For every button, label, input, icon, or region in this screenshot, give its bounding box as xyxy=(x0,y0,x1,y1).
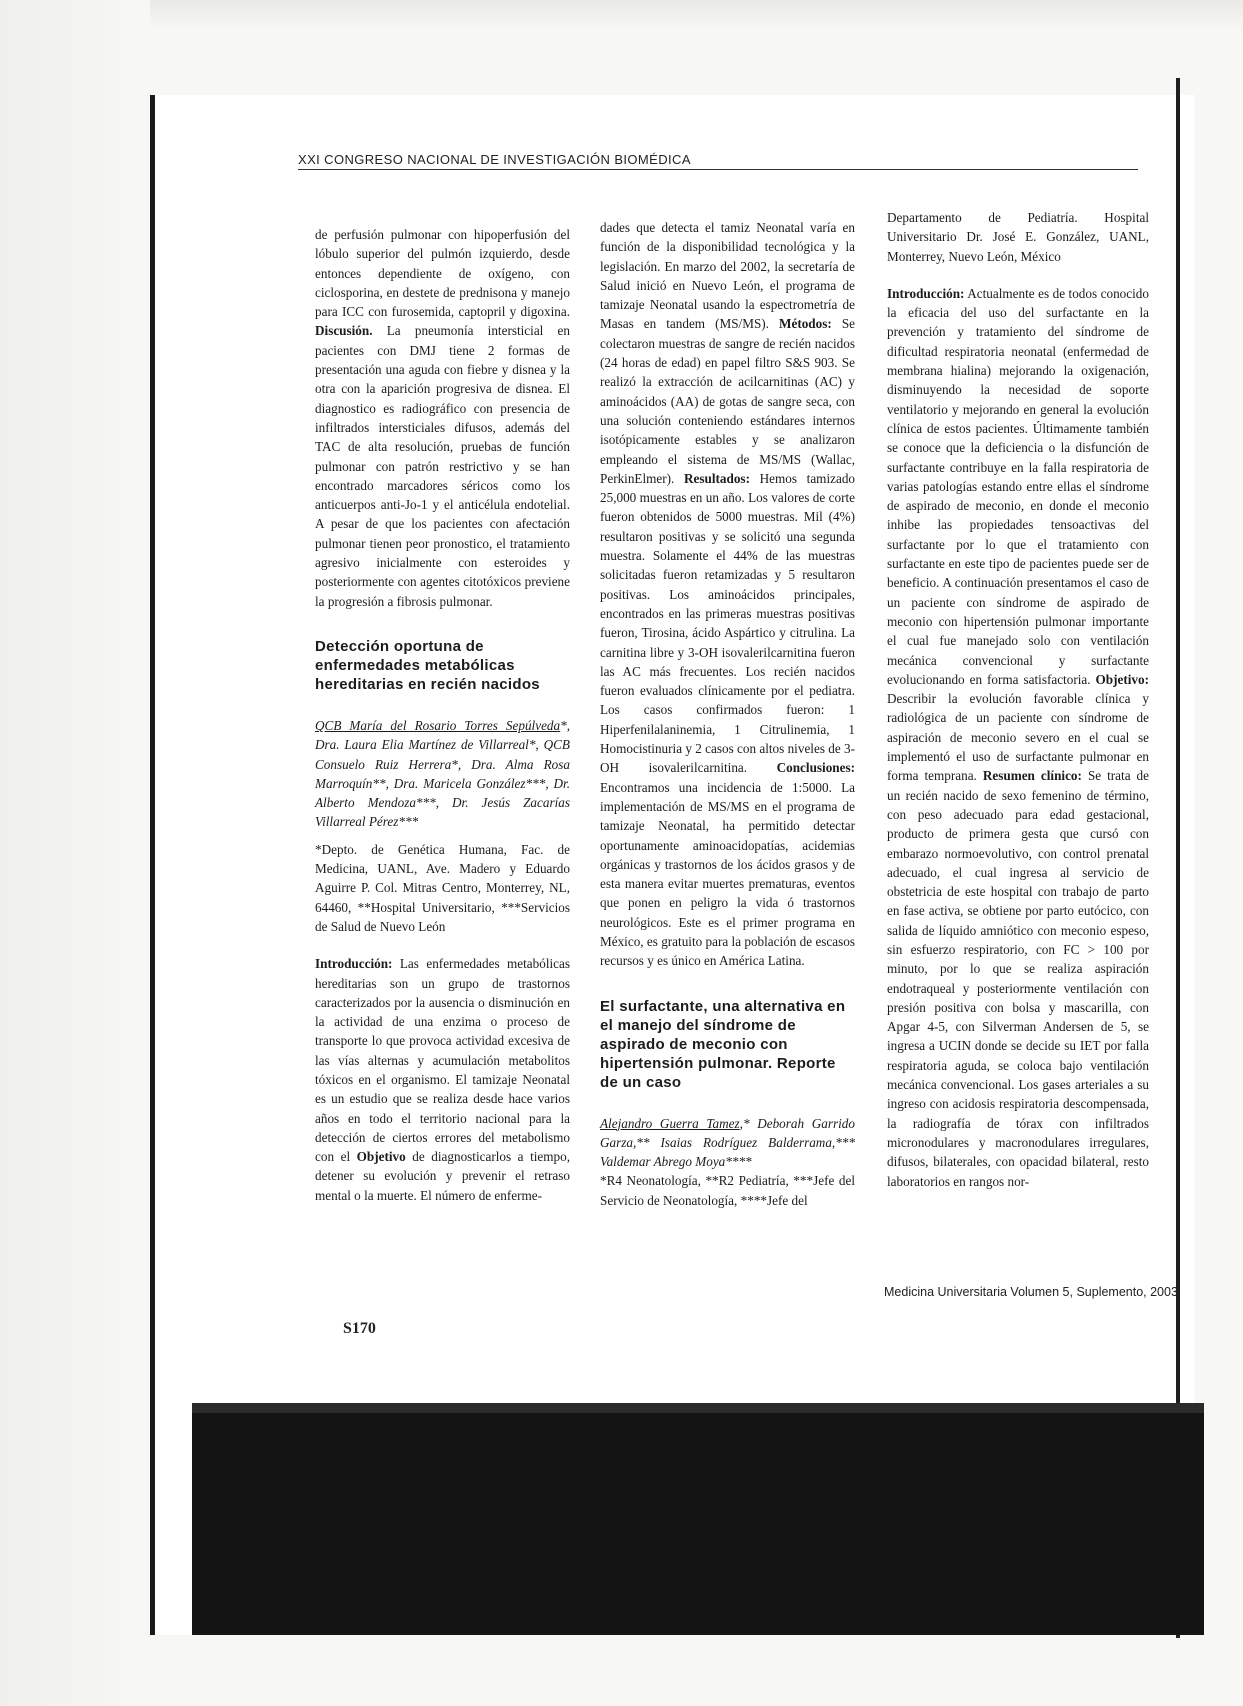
intro-text: Actualmente es de todos conocido la eficacia del uso del surfactante en la prevención y tratamiento del síndrome de dificultad respiratoria neonatal (enfermedad de membrana hialina) mejorando la oxigenación, disminuyendo la necesidad de soporte ventilatorio y mejorando en general la evolución clínica de estos pacientes. Últimamente también se conoce que la deficiencia o la disfunción de surfactante contribuye en la falla respiratoria de varias patologías estando entre ellas el síndrome de aspirado de meconio, en donde el meconio inhibe las propiedades tensoactivas del surfactante por lo que el tratamiento con surfactante en este tipo de pacientes puede ser de beneficio. A continuación presentamos el caso de un paciente con síndrome de aspirado de meconio con hipertensión pulmonar importante el cual fue manejado solo con ventilación mecánica convencional y surfactante evolucionando en forma satisfactoria. xyxy=(887,285,1149,687)
resultados-text: Hemos tamizado 25,000 muestras en un año. Los valores de corte fueron obtenidos de 5000 muestras. Mil (4%) resultaron positivas y se solicitó una segunda muestra. Solamente el 44% de las muestras solicitadas fueron retamizadas y 5 resultaron positivas. Los aminoácidos principales, encontrados en las primeras muestras positivas fueron, Tirosina, ácido Aspártico y citrulina. La carnitina libre y 3-OH isovalerilcarnitina fueron las AC más frecuentes. Los recién nacidos fueron evaluados clínicamente por el pediatra. Los casos confirmados fueron: 1 Hiperfenilalaninemia, 1 Citrulinemia, 1 Homocistinuria y 2 casos con altos niveles de 3-OH isovalerilcarnitina. xyxy=(600,470,856,776)
spacer xyxy=(887,266,1149,284)
metodos-text: Se colectaron muestras de sangre de recién nacidos (24 horas de edad) en papel filtro S&S 903. Se realizó la extracción de acilcarnitinas (AC) y aminoácidos (AA) de gotas de sangre seca, con una solución conteniendo estándares internos isotópicamente estables y se analizaron empleando el sistema de MS/MS (Wallac, PerkinElmer). xyxy=(600,316,855,486)
section-label-resultados: Resultados: xyxy=(684,470,750,486)
affiliations: *Depto. de Genética Humana, Fac. de Medicina, UANL, Ave. Madero y Eduardo Aguirre P. Col. Mitras Centro, Monterrey, NL, 64460, **Hospital Universitario, ***Servicios de Salud de Nuevo León xyxy=(315,841,570,934)
co-authors: *, Dra. Laura Elia Martínez de Villarreal*, QCB Consuelo Ruiz Herrera*, Dra. Alma Rosa Marroquín**, Dra. Maricela González***, Dr. Alberto Mendoza***, Dr. Jesús Zacarías Villarreal Pérez*** xyxy=(315,717,570,830)
journal-footer: Medicina Universitaria Volumen 5, Suplemento, 2003 xyxy=(884,1285,1178,1299)
author-list xyxy=(315,716,570,832)
author-list xyxy=(600,1114,855,1172)
body-paragraph xyxy=(315,225,570,611)
section-label-conclusiones: Conclusiones: xyxy=(776,760,855,776)
binder-strip xyxy=(0,0,150,1706)
main-author: Alejandro Guerra Tamez xyxy=(600,1115,740,1131)
page-number: S170 xyxy=(343,1320,376,1337)
section-label-resumen: Resumen clínico: xyxy=(982,768,1082,784)
body-paragraph xyxy=(315,954,570,1205)
article-title-metabolic: Detección oportuna de enfermedades metabólicas hereditarias en recién nacidos xyxy=(315,637,540,693)
running-head: XXI CONGRESO NACIONAL DE INVESTIGACIÓN BIOMÉDICA xyxy=(298,152,1138,170)
body-paragraph xyxy=(600,218,855,971)
sheet-top-edge xyxy=(0,0,1243,30)
intro-text: Las enfermedades metabólicas hereditarias son un grupo de trastornos caracterizados por la ausencia o disminución en la actividad de una enzima o proceso de transporte lo que provoca actividad excesiva de las vías alternas y acumulación metabolitos tóxicos en el organismo. El tamizaje Neonatal es un estudio que se realiza desde hace varios años en todo el territorio nacional para la detección de ciertos errores del metabolismo con el xyxy=(315,956,570,1165)
continued-text: dades que detecta el tamiz Neonatal varía en función de la disponibilidad tecnológica y la legislación. En marzo del 2002, la secretaría de Salud inició en Nuevo León, el programa de tamizaje Neonatal usando la espectrometría de Masas en tandem (MS/MS). xyxy=(600,220,855,332)
section-label-discusion: Discusión. xyxy=(315,323,373,339)
affiliations-continued: Departamento de Pediatría. Hospital Universitario Dr. José E. González, UANL, Monterrey, Nuevo León, México xyxy=(887,210,1149,264)
main-author: QCB María del Rosario Torres Sepúlveda xyxy=(315,717,561,733)
column-1 xyxy=(315,225,570,1205)
scan-dark-band xyxy=(192,1403,1204,1635)
section-label-objetivo: Objetivo: xyxy=(1095,671,1149,687)
objetivo-text: de diagnosticarlos a tiempo, detener su evolución y prevenir el retraso mental o la muerte. El número de enferme- xyxy=(315,1149,570,1203)
body-paragraph xyxy=(887,284,1149,1191)
section-label-metodos: Métodos: xyxy=(779,316,832,332)
conclusiones-text: Encontramos una incidencia de 1:5000. La implementación de MS/MS en el programa de tamizaje Neonatal, ha permitido detectar oportunamente aminoacidopatías, acidemias orgánicas y trastornos de los ácidos grasos y de esta manera evitar muertes prematuras, eventos que ponen en peligro la vida ó trastornos neurológicos. Este es el primer programa en México, es gratuito para la población de escasos recursos y es único en América Latina. xyxy=(600,779,855,969)
spacer xyxy=(315,936,570,954)
section-label-introduccion: Introducción: xyxy=(887,285,965,301)
resumen-text: Se trata de un recién nacido de sexo femenino de término, con peso adecuado para edad gestacional, producto de primera gesta que cursó con embarazo normoevolutivo, con control prenatal adecuado, el cual ingresa al servicio de obstetricia de este hospital con trabajo de parto en fase activa, se obtiene por parto eutócico, con salida de líquido amniótico con meconio espeso, sin esfuerzo respiratorio, con FC > 100 por minuto, por lo que se realiza aspiración endotraqueal y posteriormente ventilación con presión positiva con bolsa y mascarilla, con Apgar 4-5, con Silverman Andersen de 5, se ingresa a UCIN donde se decide su IET por falla respiratoria aguda, se coloca bajo ventilación mecánica convencional. Los gases arteriales a su ingreso con acidosis respiratoria descompensada, la radiografía de tórax con infiltrados micronodulares y macronodulares irregulares, difusos, bilaterales, con opacidad bilateral, resto laboratorios en rangos nor- xyxy=(887,768,1150,1189)
affiliations: *R4 Neonatología, **R2 Pediatría, ***Jefe del Servicio de Neonatología, ****Jefe del xyxy=(600,1173,855,1208)
continued-text: de perfusión pulmonar con hipoperfusión del lóbulo superior del pulmón izquierdo, desde entonces dependiente de oxígeno, con ciclosporina, en destete de prednisona y manejo para ICC con furosemida, captopril y digoxina. xyxy=(315,227,570,320)
column-2 xyxy=(600,218,855,1210)
article-title-surfactante: El surfactante, una alternativa en el manejo del síndrome de aspirado de meconio con hipertensión pulmonar. Reporte de un caso xyxy=(600,997,846,1091)
objetivo-text: Describir la evolución favorable clínica y radiológica de un paciente con síndrome de aspiración de meconio severo en el cual se implementó el uso de surfactante pulmonar en forma temprana. xyxy=(887,691,1149,784)
scan-dark-band-edge xyxy=(192,1403,1204,1413)
section-label-introduccion: Introducción: xyxy=(315,956,393,972)
discusion-text: La pneumonía intersticial en pacientes con DMJ tiene 2 formas de presentación una aguda con fiebre y disnea y la otra con la aparición progresiva de disnea. El diagnostico es radiográfico con presencia de infiltrados intersticiales difusos, además del TAC de alta resolución, pruebas de función pulmonar con patrón restrictivo y se han encontrado marcadores séricos como los anticuerpos anti-Jo-1 y el anticélula endotelial. A pesar de que los pacientes con afectación pulmonar tienen peor pronostico, el tratamiento agresivo inicialmente con esteroides y posteriormente con agentes citotóxicos previene la progresión a fibrosis pulmonar. xyxy=(315,323,570,609)
co-authors: ,* Deborah Garrido Garza,** Isaias Rodríguez Balderrama,*** Valdemar Abrego Moya**** xyxy=(600,1115,855,1170)
section-label-objetivo: Objetivo xyxy=(356,1149,406,1165)
column-3 xyxy=(887,208,1149,1191)
